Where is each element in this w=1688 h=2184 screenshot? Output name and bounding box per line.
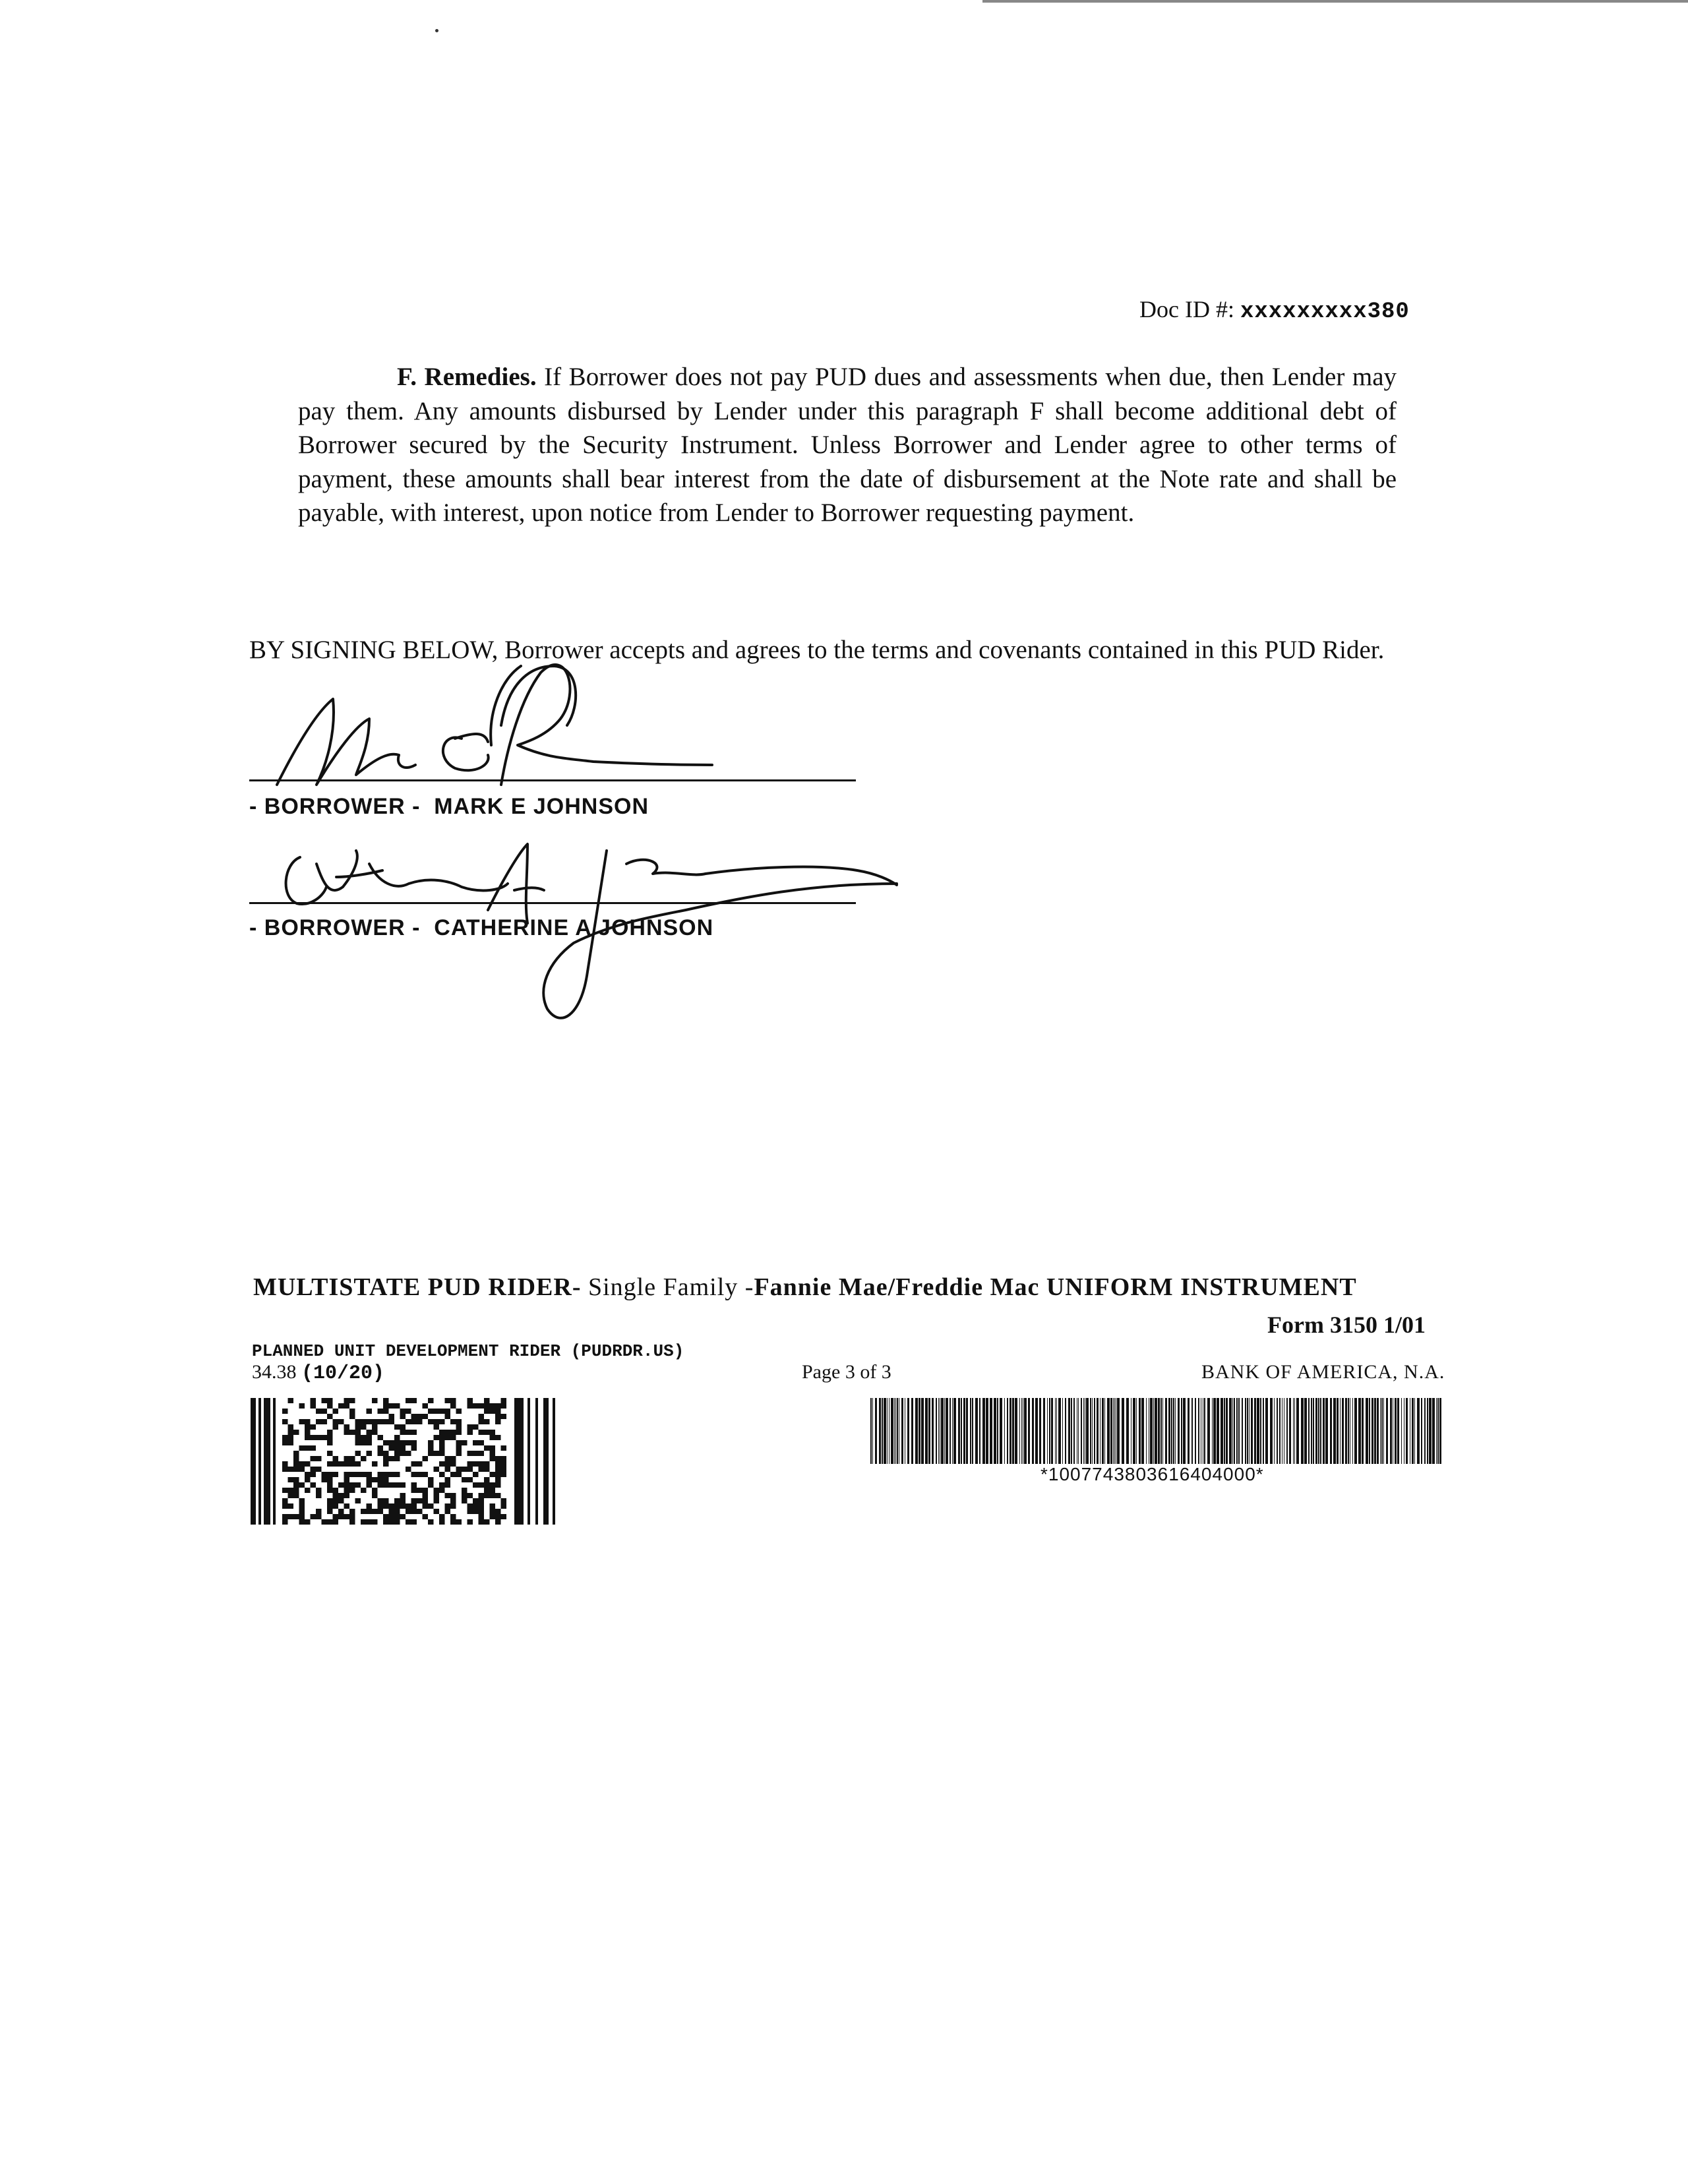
- signing-statement: BY SIGNING BELOW, Borrower accepts and agrees to the terms and covenants contained in this PUD Rider.: [249, 636, 1385, 664]
- 2d-barcode: [251, 1398, 560, 1525]
- doc-id: [1139, 295, 1410, 324]
- footer-title: [253, 1273, 1357, 1302]
- form-code-right: (10/20): [301, 1362, 385, 1385]
- remedies-paragraph: [298, 360, 1397, 530]
- bank-name: BANK OF AMERICA, N.A.: [1201, 1361, 1445, 1383]
- form-number: Form 3150 1/01: [1267, 1312, 1426, 1338]
- footer-title-rider: MULTISTATE PUD RIDER-: [253, 1273, 582, 1301]
- scan-speck: [435, 29, 438, 32]
- borrower-label-2: - BORROWER - CATHERINE A JOHNSON: [249, 915, 714, 940]
- linear-barcode: [870, 1398, 1444, 1464]
- footer-title-instrument: Fannie Mae/Freddie Mac UNIFORM INSTRUMENT: [754, 1273, 1357, 1301]
- page-number: Page 3 of 3: [802, 1361, 891, 1383]
- borrower-label-1: - BORROWER - MARK E JOHNSON: [249, 794, 649, 819]
- barcode-number: *1007743803616404000*: [1040, 1464, 1264, 1484]
- signature-line-1: [249, 779, 856, 781]
- form-code-left: 34.38: [252, 1361, 297, 1383]
- signature-mark-johnson: [277, 665, 712, 785]
- form-name: PLANNED UNIT DEVELOPMENT RIDER (PUDRDR.US): [252, 1341, 684, 1361]
- remedies-heading: F. Remedies.: [397, 363, 537, 391]
- signature-line-2: [249, 902, 856, 904]
- footer-title-family: Single Family -: [581, 1273, 754, 1301]
- top-edge-rule: [982, 0, 1688, 3]
- doc-id-value: xxxxxxxxx380: [1240, 299, 1410, 324]
- remedies-text: Lender may pay them. Any amounts disbursed by Lender under this paragraph F shall become additional debt of Borrower secured by the Security Instrument. Unless Borrower and Lender agree to other terms of payment, these amounts shall bear interest from the date of disbursement at the Note rate and shall be payable, with interest, upon notice from Lender to Borrower requesting payment.: [298, 363, 1397, 527]
- doc-id-label: Doc ID #:: [1139, 296, 1234, 322]
- remedies-text-line1: If Borrower does not pay PUD dues and assessments when due, then: [544, 363, 1265, 391]
- form-code: [252, 1361, 384, 1385]
- signature-loop-top: [501, 666, 576, 725]
